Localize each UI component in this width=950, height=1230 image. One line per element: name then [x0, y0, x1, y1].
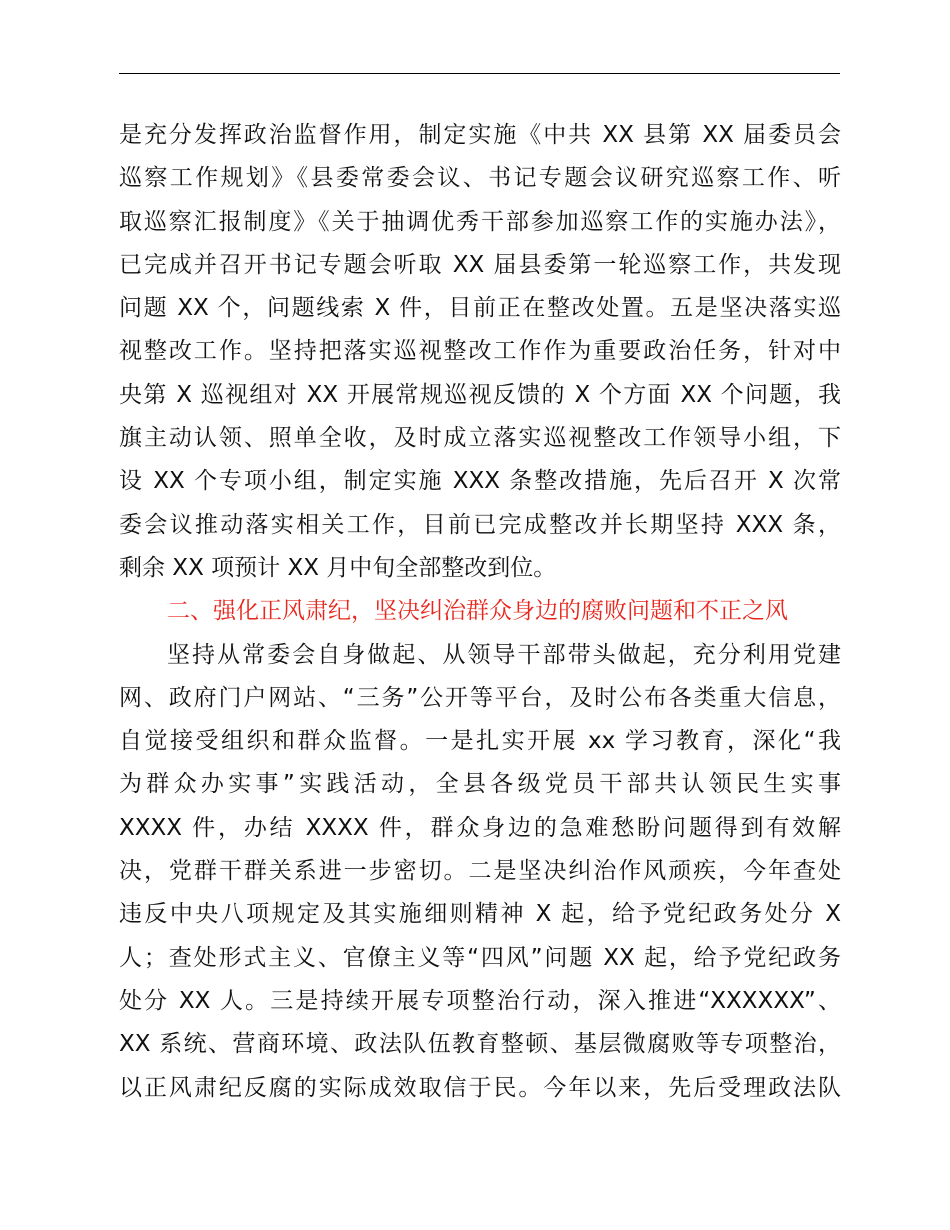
text-line: 人；查处形式主义、官僚主义等“四风”问题 XX 起，给予党纪政务	[119, 944, 841, 971]
paragraph-continued	[119, 114, 841, 590]
paragraph-section-two	[119, 634, 841, 1110]
text-line: 视整改工作。坚持把落实巡视整改工作作为重要政治任务，针对中	[119, 338, 841, 365]
text-line: 是充分发挥政治监督作用，制定实施《中共 XX 县第 XX 届委员会	[119, 122, 841, 148]
text-line: 自觉接受组织和群众监督。一是扎实开展 xx 学习教育，深化“我	[119, 728, 841, 755]
header-rule	[119, 73, 840, 74]
text-line: 委会议推动落实相关工作，目前已完成整改并长期坚持 XXX 条，	[119, 511, 841, 538]
section-heading: 二、强化正风肃纪，坚决纠治群众身边的腐败问题和不正之风	[167, 598, 788, 625]
text-line: 决，党群干群关系进一步密切。二是坚决纠治作风顽疾，今年查处	[119, 858, 841, 885]
text-line: 处分 XX 人。三是持续开展专项整治行动，深入推进“XXXXXX”、	[119, 987, 841, 1014]
text-line: 剩余 XX 项预计 XX 月中旬全部整改到位。	[119, 554, 557, 581]
text-line: 为群众办实事”实践活动，全县各级党员干部共认领民生实事	[119, 771, 841, 798]
text-line: 问题 XX 个，问题线索 X 件，目前正在整改处置。五是坚决落实巡	[119, 295, 841, 322]
text-line: 取巡察汇报制度》《关于抽调优秀干部参加巡察工作的实施办法》，	[119, 208, 841, 235]
text-line: 违反中央八项规定及其实施细则精神 X 起，给予党纪政务处分 X	[119, 901, 841, 928]
text-line: 巡察工作规划》《县委常委会议、书记专题会议研究巡察工作、听	[119, 165, 841, 192]
document-body	[119, 114, 841, 1110]
text-line: 以正风肃纪反腐的实际成效取信于民。今年以来，先后受理政法队	[119, 1074, 841, 1101]
text-line: 坚持从常委会自身做起、从领导干部带头做起，充分利用党建	[167, 641, 841, 668]
text-line: 网、政府门户网站、“三务”公开等平台，及时公布各类重大信息，	[119, 684, 841, 711]
text-line: 央第 X 巡视组对 XX 开展常规巡视反馈的 X 个方面 XX 个问题，我	[119, 381, 841, 408]
text-line: 已完成并召开书记专题会听取 XX 届县委第一轮巡察工作，共发现	[119, 251, 841, 278]
text-line: XXXX 件，办结 XXXX 件，群众身边的急难愁盼问题得到有效解	[119, 814, 841, 841]
text-line: XX 系统、营商环境、政法队伍教育整顿、基层微腐败等专项整治，	[119, 1031, 841, 1058]
text-line: 旗主动认领、照单全收，及时成立落实巡视整改工作领导小组，下	[119, 425, 841, 452]
text-line: 设 XX 个专项小组，制定实施 XXX 条整改措施，先后召开 X 次常	[119, 468, 841, 495]
